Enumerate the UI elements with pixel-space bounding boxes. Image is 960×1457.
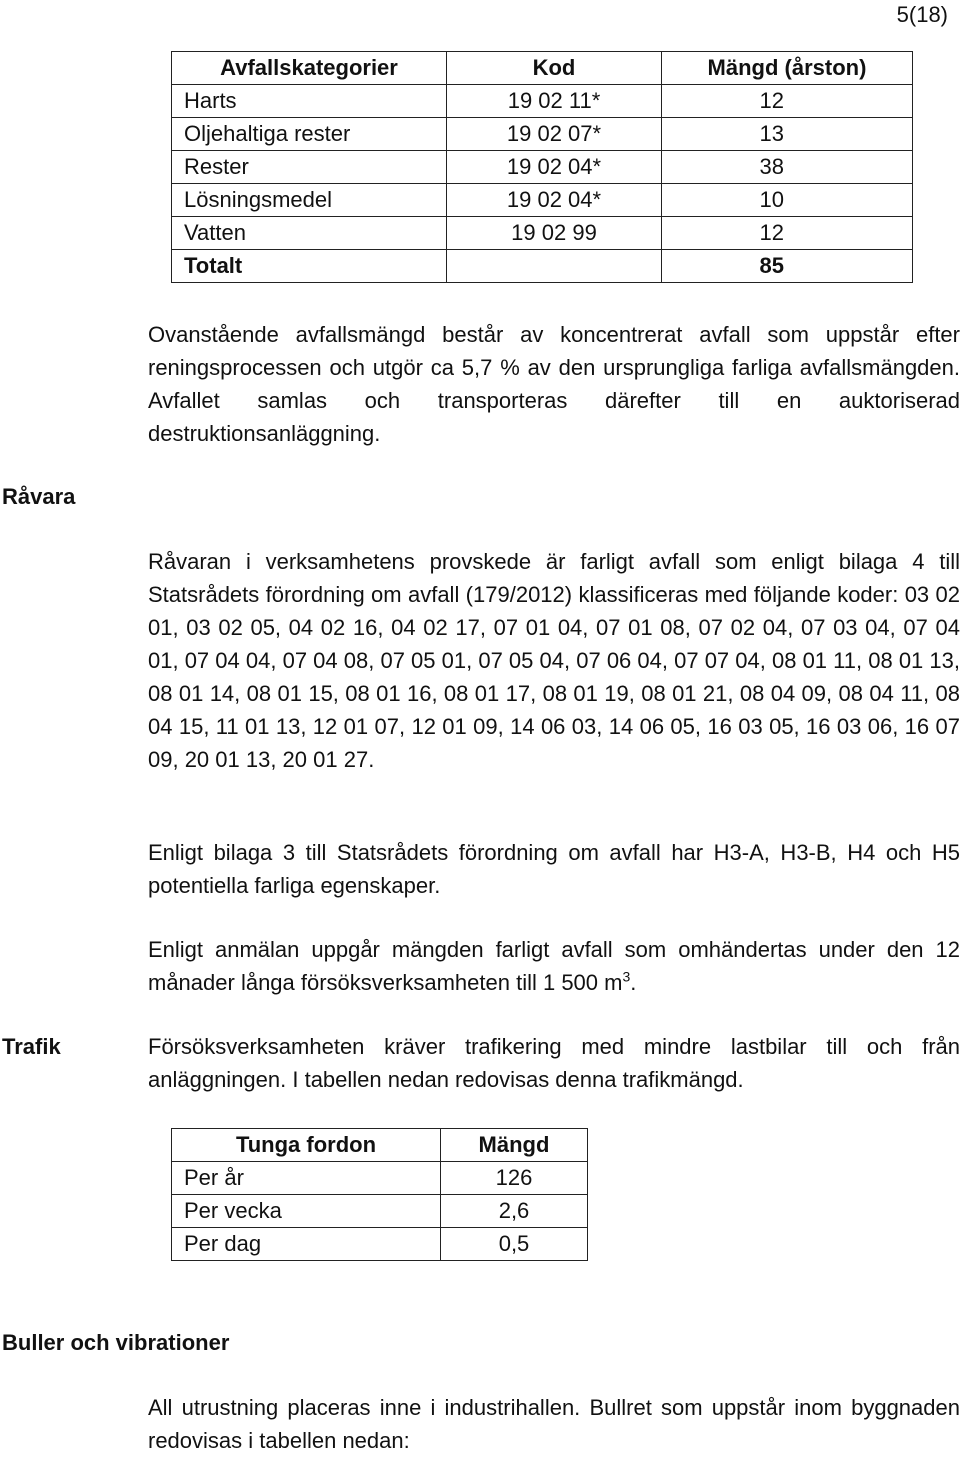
table-header-row	[172, 52, 913, 85]
paragraph-buller: All utrustning placeras inne i industrihallen. Bullret som uppstår inom byggnaden redovisas i tabellen nedan:	[148, 1395, 960, 1453]
cell-code: 19 02 07*	[447, 118, 662, 151]
cell-code: 19 02 04*	[447, 151, 662, 184]
cell-amount: 38	[662, 151, 913, 184]
paragraph-ravara-amount	[148, 933, 960, 999]
column-header-vehicles: Tunga fordon	[172, 1129, 441, 1162]
table-header-row	[172, 1129, 588, 1162]
table-row	[172, 217, 913, 250]
heading-trafik: Trafik	[2, 1034, 61, 1059]
paragraph-ravara-properties: Enligt bilaga 3 till Statsrådets förordning om avfall har H3-A, H3-B, H4 och H5 potentiella farliga egenskaper.	[148, 840, 960, 898]
column-header-amount: Mängd (årston)	[662, 52, 913, 85]
cell-category: Rester	[172, 151, 447, 184]
cell-category: Lösningsmedel	[172, 184, 447, 217]
paragraph-waste: Ovanstående avfallsmängd består av koncentrerat avfall som uppstår efter reningsprocessen och utgör ca 5,7 % av den ursprungliga farliga avfallsmängden. Avfallet samlas och transporteras därefter till en auktoriserad destruktionsanläggning.	[148, 322, 960, 446]
superscript-three: 3	[622, 968, 631, 985]
cell-period: Per år	[172, 1162, 441, 1195]
cell-code: 19 02 04*	[447, 184, 662, 217]
table-row	[172, 85, 913, 118]
cell-category: Oljehaltiga rester	[172, 118, 447, 151]
cell-amount: 12	[662, 217, 913, 250]
table-row	[172, 1228, 588, 1261]
heading-ravara: Råvara	[2, 484, 76, 509]
waste-table	[171, 51, 913, 283]
cell-value: 2,6	[441, 1195, 588, 1228]
paragraph-trafik: Försöksverksamheten kräver trafikering med mindre lastbilar till och från anläggningen. I tabellen nedan redovisas denna trafikmängd.	[148, 1034, 960, 1092]
paragraph-ravara-amount-end: .	[630, 970, 637, 995]
heading-buller: Buller och vibrationer	[2, 1330, 230, 1355]
column-header-amount: Mängd	[441, 1129, 588, 1162]
cell-category: Vatten	[172, 217, 447, 250]
cell-amount: 12	[662, 85, 913, 118]
table-row	[172, 118, 913, 151]
paragraph-ravara-amount-text: Enligt anmälan uppgår mängden farligt avfall som omhändertas under den 12 månader långa försöksverksamheten till 1 500 m	[148, 937, 960, 995]
traffic-table	[171, 1128, 588, 1261]
cell-code: 19 02 99	[447, 217, 662, 250]
column-header-category: Avfallskategorier	[172, 52, 447, 85]
cell-total-amount: 85	[662, 250, 913, 283]
paragraph-ravara-codes: Råvaran i verksamhetens provskede är farligt avfall som enligt bilaga 4 till Statsrådets förordning om avfall (179/2012) klassificeras med följande koder: 03 02 01, 03 02 05, 04 02 16, 04 02 17, 07 01 04, 07 01 08, 07 02 04, 07 03 04, 07 04 01, 07 04 04, 07 04 08, 07 05 01, 07 05 04, 07 06 04, 07 07 04, 08 01 11, 08 01 13, 08 01 14, 08 01 15, 08 01 16, 08 01 17, 08 01 19, 08 01 21, 08 04 09, 08 04 11, 08 04 15, 11 01 13, 12 01 07, 12 01 09, 14 06 03, 14 06 05, 16 03 05, 16 03 06, 16 07 09, 20 01 13, 20 01 27.	[148, 549, 960, 772]
table-total-row	[172, 250, 913, 283]
cell-total-label: Totalt	[172, 250, 447, 283]
table-row	[172, 1195, 588, 1228]
cell-value: 126	[441, 1162, 588, 1195]
cell-category: Harts	[172, 85, 447, 118]
cell-period: Per vecka	[172, 1195, 441, 1228]
cell-code: 19 02 11*	[447, 85, 662, 118]
cell-amount: 13	[662, 118, 913, 151]
cell-value: 0,5	[441, 1228, 588, 1261]
cell-amount: 10	[662, 184, 913, 217]
table-row	[172, 184, 913, 217]
column-header-code: Kod	[447, 52, 662, 85]
page-number: 5(18)	[896, 2, 948, 27]
cell-period: Per dag	[172, 1228, 441, 1261]
table-row	[172, 151, 913, 184]
table-row	[172, 1162, 588, 1195]
cell-empty	[447, 250, 662, 283]
